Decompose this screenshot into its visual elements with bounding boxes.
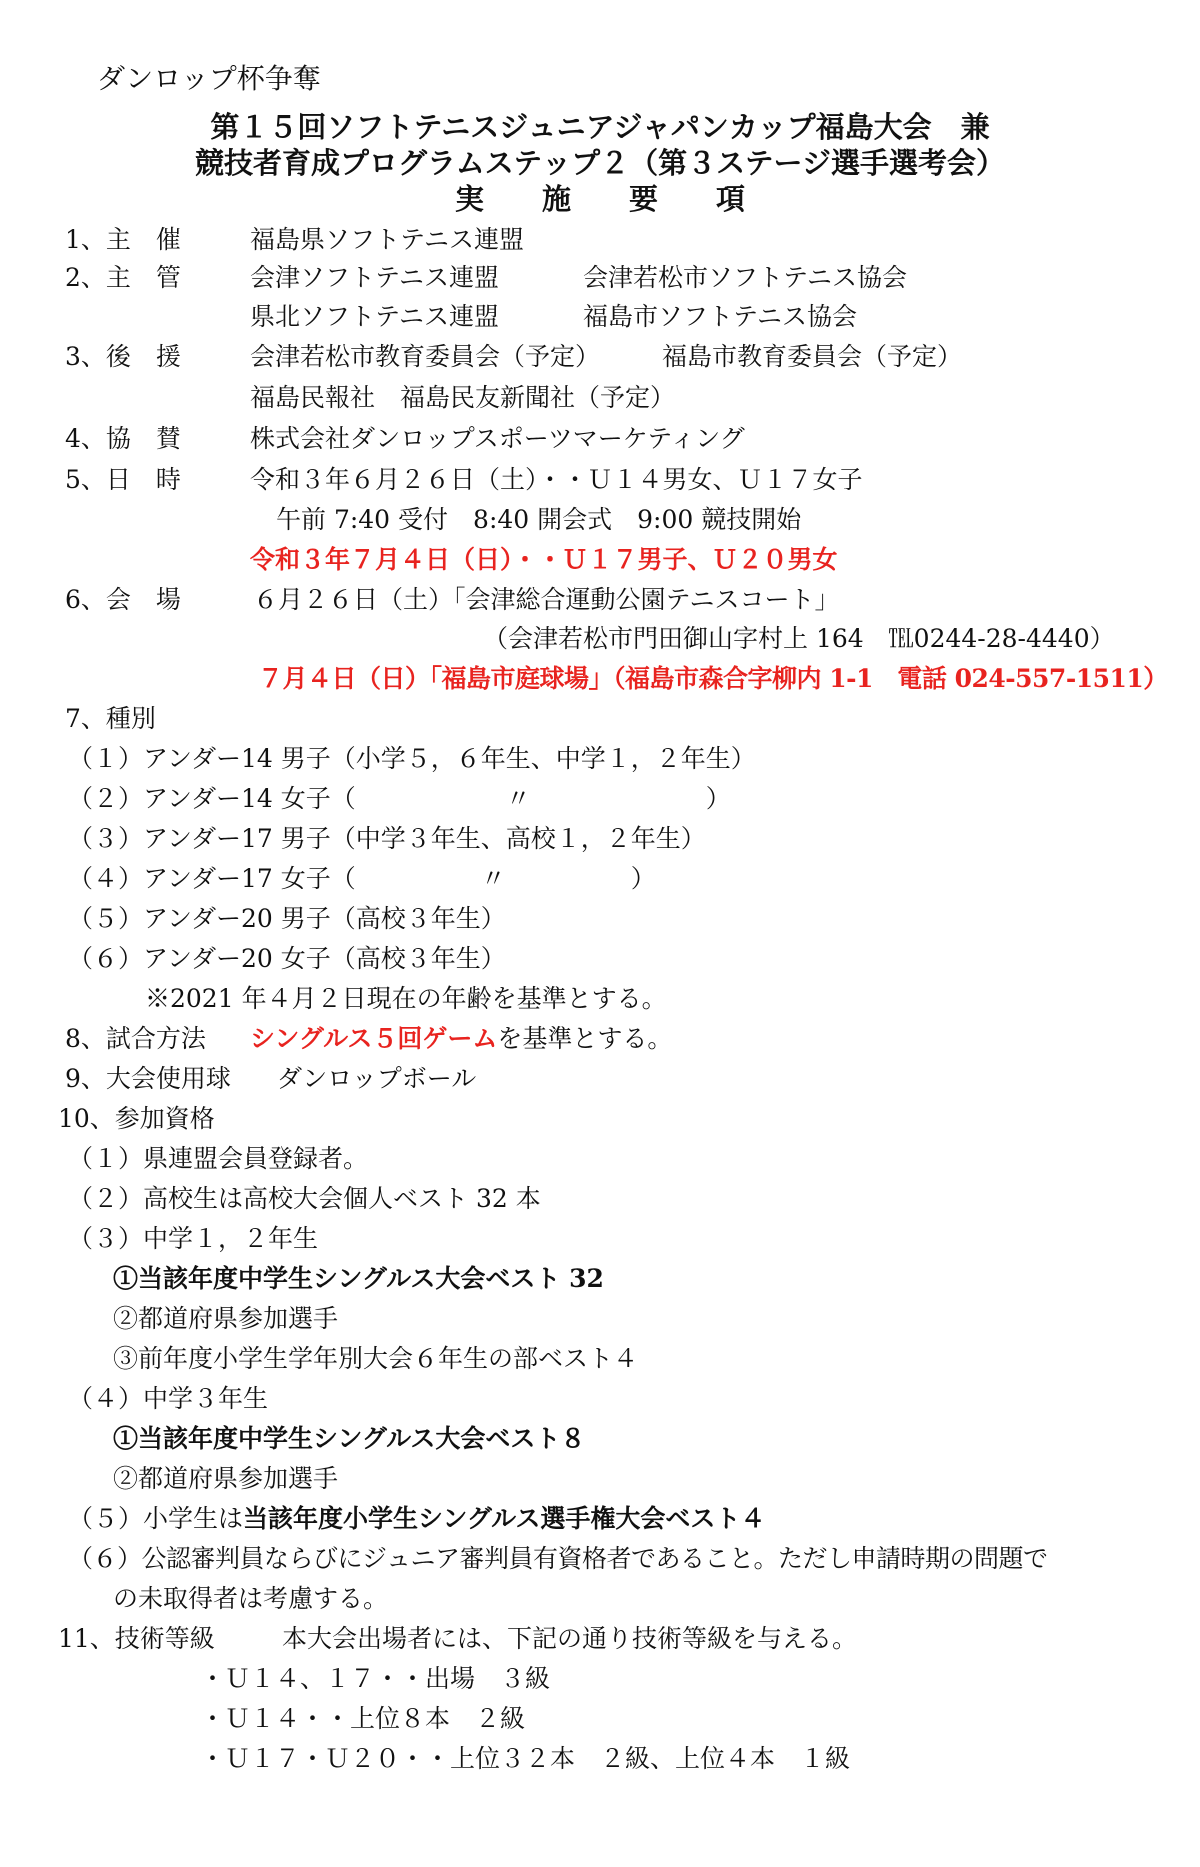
section-3-org-c: 福島民報社 bbox=[250, 383, 376, 412]
section-2-label: 2、主 管 bbox=[65, 263, 181, 292]
eligibility-item: （１）県連盟会員登録者。 bbox=[68, 1144, 369, 1173]
section-11-value: 本大会出場者には、下記の通り技術等級を与える。 bbox=[282, 1624, 858, 1653]
eligibility-subitem: ①当該年度中学生シングルス大会ベスト８ bbox=[113, 1424, 586, 1453]
cup-name: ダンロップ杯争奪 bbox=[97, 62, 321, 95]
section-4-value: 株式会社ダンロップスポーツマーケティング bbox=[250, 424, 745, 453]
section-6-venue-1: ６月２６日（土）「会津総合運動公園テニスコート」 bbox=[253, 585, 840, 614]
eligibility-item-bold: 当該年度小学生シングルス選手権大会ベスト４ bbox=[243, 1504, 766, 1533]
eligibility-subitem: ①当該年度中学生シングルス大会ベスト 32 bbox=[113, 1264, 604, 1293]
category-item: （３）アンダー17 男子（中学３年生、高校１，２年生） bbox=[68, 824, 706, 853]
section-2-org-d: 福島市ソフトテニス協会 bbox=[583, 302, 858, 331]
section-2-org-a: 会津ソフトテニス連盟 bbox=[250, 263, 500, 292]
category-item: （５）アンダー20 男子（高校３年生） bbox=[68, 904, 506, 933]
section-1-value: 福島県ソフトテニス連盟 bbox=[250, 225, 525, 254]
section-3-org-b: 福島市教育委員会（予定） bbox=[662, 342, 963, 371]
section-10-label: 10、参加資格 bbox=[58, 1104, 215, 1133]
section-8-value bbox=[250, 1025, 672, 1053]
category-item: （１）アンダー14 男子（小学５，６年生、中学１，２年生） bbox=[68, 744, 756, 773]
eligibility-item: （２）高校生は高校大会個人ベスト 32 本 bbox=[68, 1184, 541, 1213]
section-3-org-d: 福島民友新聞社（予定） bbox=[400, 383, 676, 412]
section-11-label: 11、技術等級 bbox=[58, 1624, 215, 1653]
section-6-venue-1-address: （会津若松市門田御山字村上 164 ℡0244-28-4440） bbox=[483, 624, 1115, 653]
eligibility-subitem: ③前年度小学生学年別大会６年生の部ベスト４ bbox=[113, 1344, 639, 1373]
match-format-rest: を基準とする。 bbox=[497, 1024, 673, 1053]
section-3-label: 3、後 援 bbox=[65, 342, 181, 371]
section-8-label: 8、試合方法 bbox=[65, 1024, 206, 1053]
category-item: （４）アンダー17 女子（ 〃 ） bbox=[68, 864, 656, 893]
section-6-label: 6、会 場 bbox=[65, 585, 181, 614]
eligibility-subitem: ②都道府県参加選手 bbox=[113, 1464, 339, 1493]
title-line-3: 実 施 要 項 bbox=[454, 182, 745, 216]
title-line-2: 競技者育成プログラムステップ２（第３ステージ選手選考会） bbox=[195, 146, 1005, 180]
title-line-1: 第１５回ソフトテニスジュニアジャパンカップ福島大会 兼 bbox=[210, 110, 990, 144]
eligibility-item bbox=[68, 1505, 765, 1533]
grade-item: ・Ｕ１７・Ｕ２０・・上位３２本 ２級、上位４本 １級 bbox=[200, 1744, 851, 1773]
section-4-label: 4、協 賛 bbox=[65, 424, 181, 453]
section-5-date-1: 令和３年６月２６日（土）・・Ｕ１４男女、Ｕ１７女子 bbox=[250, 465, 863, 494]
grade-item: ・Ｕ１４・・上位８本 ２級 bbox=[200, 1704, 526, 1733]
section-5-date-2: 令和３年７月４日（日）・・Ｕ１７男子、Ｕ２０男女 bbox=[250, 545, 838, 574]
category-item: （６）アンダー20 女子（高校３年生） bbox=[68, 944, 506, 973]
grade-item: ・Ｕ１４、１７・・出場 ３級 bbox=[200, 1664, 551, 1693]
section-6-venue-2: ７月４日（日）「福島市庭球場」（福島市森合字柳内 1-1 電話 024-557-1511） bbox=[258, 664, 1168, 693]
section-7-label: 7、種別 bbox=[65, 704, 156, 733]
eligibility-item: （６）公認審判員ならびにジュニア審判員有資格者であること。ただし申請時期の問題で bbox=[68, 1544, 1048, 1573]
section-9-label: 9、大会使用球 bbox=[65, 1064, 231, 1093]
eligibility-item: （４）中学３年生 bbox=[68, 1384, 269, 1413]
section-9-value: ダンロップボール bbox=[277, 1064, 477, 1093]
age-note: ※2021 年４月２日現在の年齢を基準とする。 bbox=[145, 984, 667, 1013]
section-2-org-c: 県北ソフトテニス連盟 bbox=[250, 302, 500, 331]
match-format-highlight: シングルス５回ゲーム bbox=[250, 1024, 498, 1053]
eligibility-item-continued: の未取得者は考慮する。 bbox=[113, 1584, 389, 1613]
eligibility-item-prefix: （５）小学生は bbox=[68, 1504, 244, 1533]
section-5-label: 5、日 時 bbox=[65, 465, 181, 494]
section-1-label: 1、主 催 bbox=[65, 225, 181, 254]
section-2-org-b: 会津若松市ソフトテニス協会 bbox=[583, 263, 908, 292]
section-5-time: 午前 7:40 受付 8:40 開会式 9:00 競技開始 bbox=[276, 505, 802, 534]
eligibility-item: （３）中学１，２年生 bbox=[68, 1224, 319, 1253]
eligibility-subitem: ②都道府県参加選手 bbox=[113, 1304, 339, 1333]
section-3-org-a: 会津若松市教育委員会（予定） bbox=[250, 342, 601, 371]
category-item: （２）アンダー14 女子（ 〃 ） bbox=[68, 784, 731, 813]
